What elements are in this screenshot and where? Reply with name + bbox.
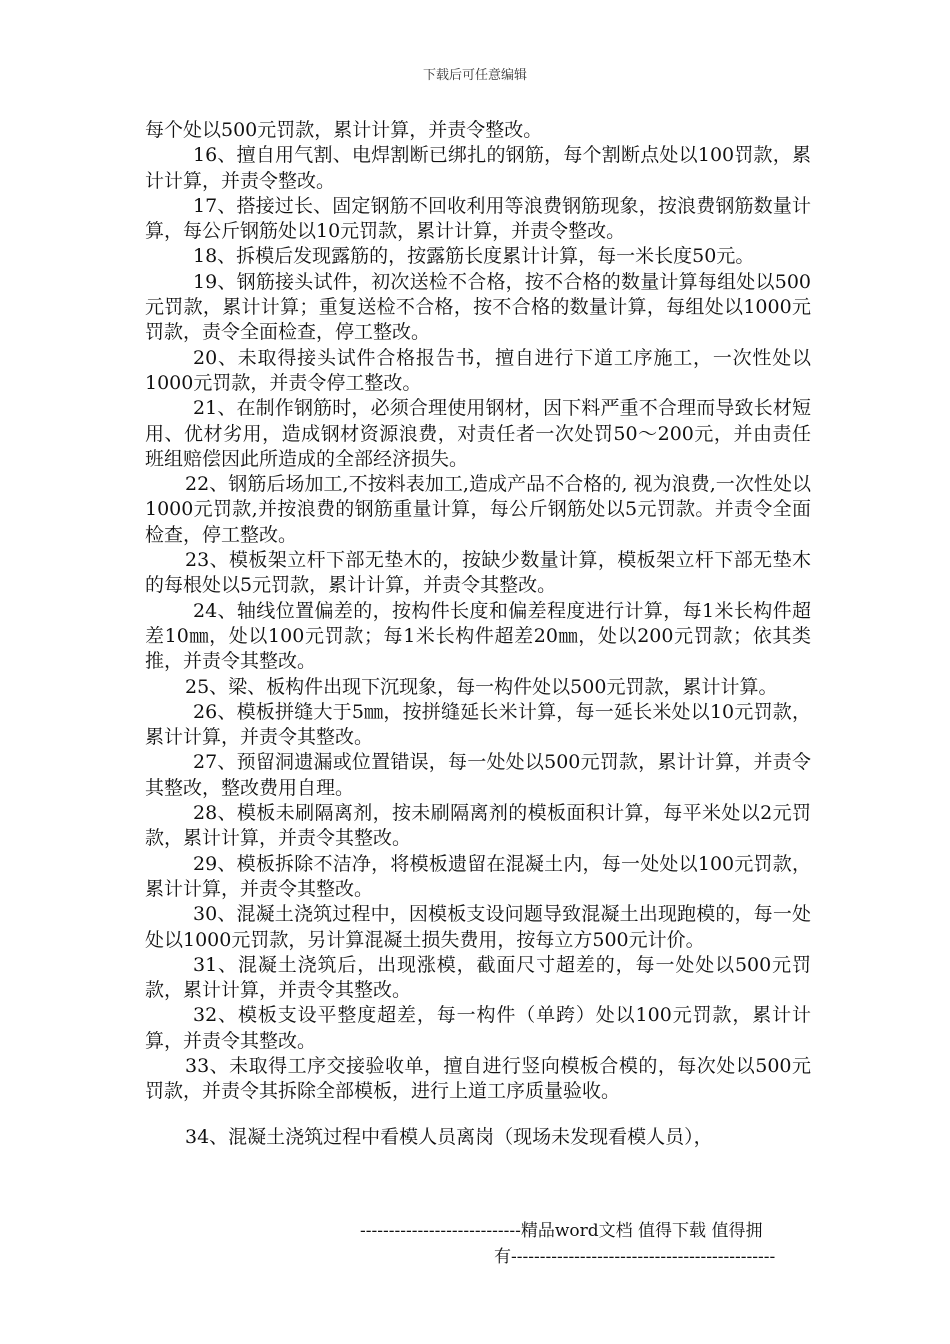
paragraph-gap <box>145 1105 811 1125</box>
paragraph: 24、轴线位置偏差的，按构件长度和偏差程度进行计算，每1米长构件超差10㎜，处以100元罚款；每1米长构件超差20㎜，处以200元罚款；依其类推，并责令其整改。 <box>145 599 811 673</box>
paragraph: 19、钢筋接头试件，初次送检不合格，按不合格的数量计算每组处以500元罚款，累计计算；重复送检不合格，按不合格的数量计算，每组处以1000元罚款，责令全面检查，停工整改。 <box>145 270 811 344</box>
paragraph: 17、搭接过长、固定钢筋不回收利用等浪费钢筋现象，按浪费钢筋数量计算，每公斤钢筋处以10元罚款，累计计算，并责令整改。 <box>145 194 811 243</box>
paragraph: 21、在制作钢筋时，必须合理使用钢材，因下料严重不合理而导致长材短用、优材劣用，造成钢材资源浪费，对责任者一次处罚50～200元，并由责任班组赔偿因此所造成的全部经济损失。 <box>145 397 811 470</box>
paragraph: 23、模板架立杆下部无垫木的，按缺少数量计算，模板架立杆下部无垫木的每根处以5元罚款，累计计算，并责令其整改。 <box>145 549 811 597</box>
paragraph: 18、拆模后发现露筋的，按露筋长度累计计算，每一米长度50元。 <box>193 245 755 268</box>
paragraph: 34、混凝土浇筑过程中看模人员离岗（现场未发现看模人员）， <box>185 1125 713 1148</box>
page-header: 下载后可任意编辑 <box>422 68 527 83</box>
document-body <box>145 118 811 1150</box>
paragraph: 28、模板未刷隔离剂，按未刷隔离剂的模板面积计算，每平米处以2元罚款，累计计算，并责令其整改。 <box>145 802 811 850</box>
paragraph: 33、未取得工序交接验收单，擅自进行竖向模板合模的，每次处以500元罚款，并责令其拆除全部模板，进行上道工序质量验收。 <box>145 1054 811 1103</box>
footer-line-1: ----------------------------精品word文档 值得下载 值得拥 <box>360 1221 763 1241</box>
paragraph: 25、梁、板构件出现下沉现象，每一构件处以500元罚款，累计计算。 <box>185 675 778 698</box>
paragraph: 32、模板支设平整度超差，每一构件（单跨）处以100元罚款，累计计算，并责令其整改。 <box>145 1004 811 1052</box>
paragraph: 30、混凝土浇筑过程中，因模板支设问题导致混凝土出现跑模的，每一处处以1000元罚款，另计算混凝土损失费用，按每立方500元计价。 <box>145 903 811 951</box>
footer-line-2: 有---------------------------------------------- <box>494 1247 776 1267</box>
paragraph: 22、钢筋后场加工,不按料表加工,造成产品不合格的, 视为浪费,一次性处以1000元罚款,并按浪费的钢筋重量计算，每公斤钢筋处以5元罚款。并责令全面检查，停工整改。 <box>145 473 811 546</box>
paragraph: 20、未取得接头试件合格报告书，擅自进行下道工序施工，一次性处以1000元罚款，并责令停工整改。 <box>145 346 811 394</box>
paragraph: 29、模板拆除不洁净，将模板遗留在混凝土内，每一处处以100元罚款，累计计算，并责令其整改。 <box>145 852 811 900</box>
paragraph: 27、预留洞遗漏或位置错误，每一处处以500元罚款，累计计算，并责令其整改，整改费用自理。 <box>145 751 811 799</box>
page-footer <box>360 1218 810 1270</box>
paragraph: 31、混凝土浇筑后，出现涨模，截面尺寸超差的，每一处处以500元罚款，累计计算，并责令其整改。 <box>145 953 811 1002</box>
paragraph: 每个处以500元罚款，累计计算，并责令整改。 <box>145 119 543 141</box>
paragraph: 16、擅自用气割、电焊割断已绑扎的钢筋，每个割断点处以100罚款，累计计算，并责令整改。 <box>145 144 811 192</box>
paragraph: 26、模板拼缝大于5㎜，按拼缝延长米计算，每一延长米处以10元罚款，累计计算，并责令其整改。 <box>145 700 811 749</box>
